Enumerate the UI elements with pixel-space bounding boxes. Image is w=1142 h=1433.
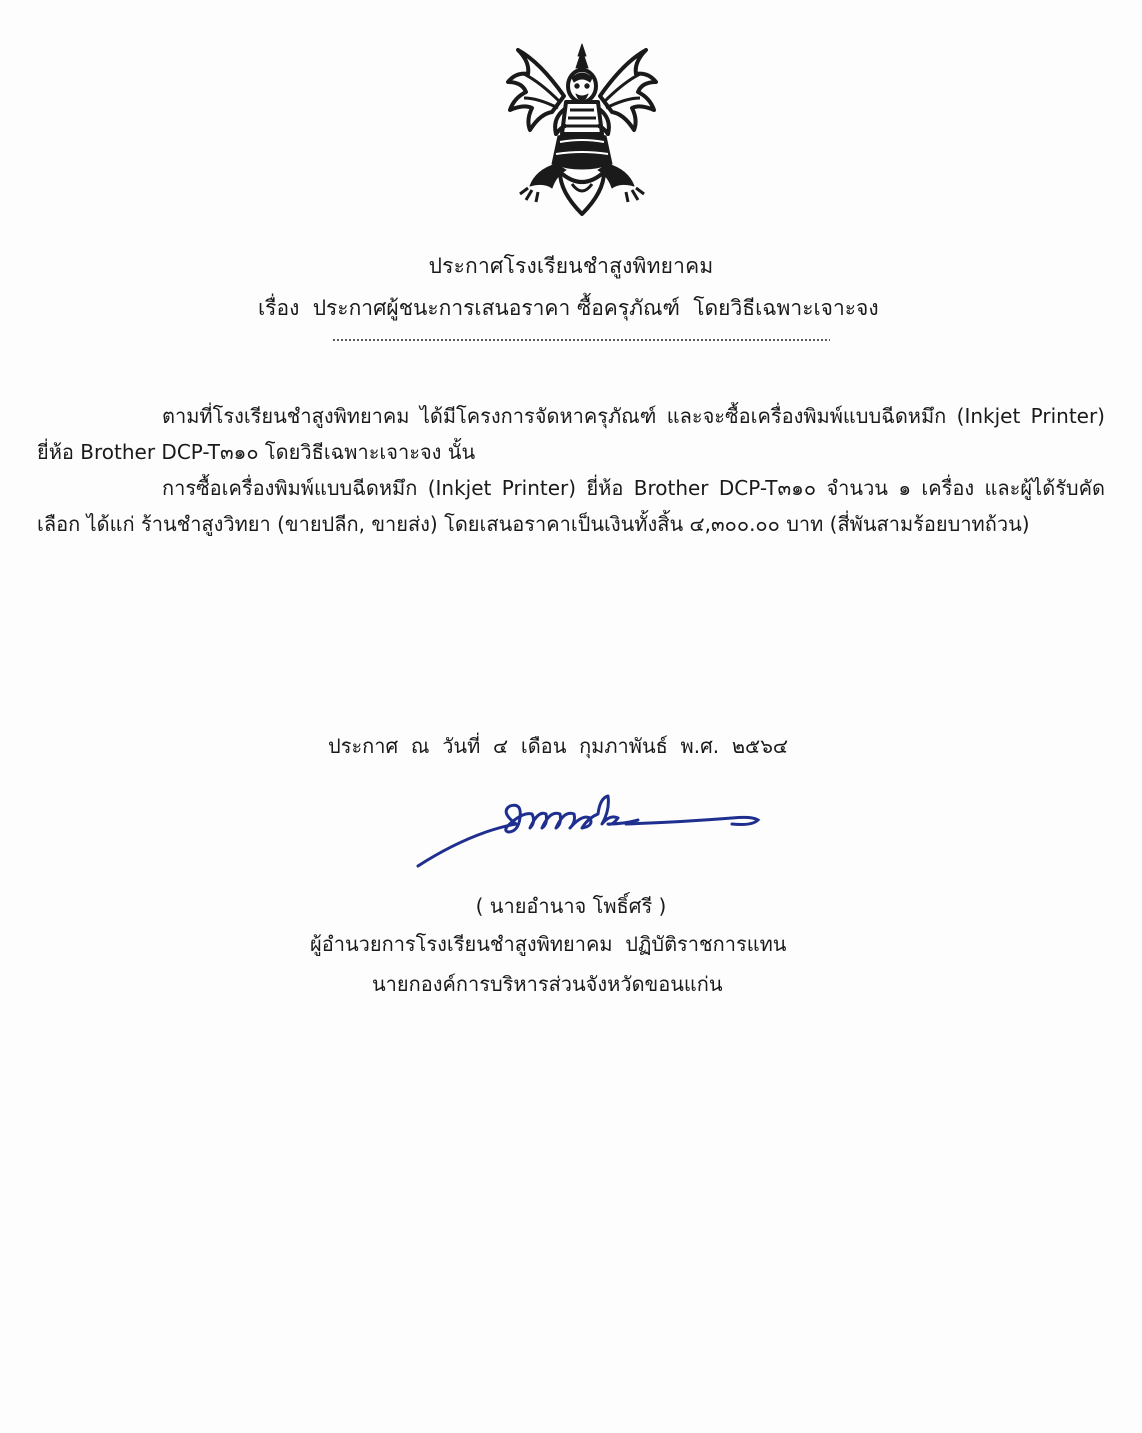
body-paragraph-1 <box>37 398 1105 470</box>
signer-name: ( นายอำนาจ โพธิ์ศรี ) <box>475 894 667 918</box>
signer-position-line-1: ผู้อำนวยการโรงเรียนชำสูงพิทยาคม ปฏิบัติราชการแทน <box>310 932 787 956</box>
paragraph-1-text: ตามที่โรงเรียนชำสูงพิทยาคม ได้มีโครงการจัดหาครุภัณฑ์ และจะซื้อเครื่องพิมพ์แบบฉีดหมึก (Inkjet Printer) ยี่ห้อ Brother DCP-T๓๑๐ โดยวิธีเฉพาะเจาะจง นั้น <box>37 404 1105 464</box>
signature-image <box>412 788 772 874</box>
signer-position-line-2: นายกองค์การบริหารส่วนจังหวัดขอนแก่น <box>372 972 723 996</box>
garuda-emblem-icon <box>500 42 664 218</box>
paragraph-2-indent <box>37 476 162 500</box>
announcement-title: ประกาศโรงเรียนชำสูงพิทยาคม <box>428 254 714 278</box>
paragraph-1-indent <box>37 404 162 428</box>
announcement-subject-line <box>258 292 879 325</box>
announcement-date: ประกาศ ณ วันที่ ๔ เดือน กุมภาพันธ์ พ.ศ. ๒๕๖๔ <box>328 734 789 758</box>
subject-label: เรื่อง <box>258 296 300 320</box>
dotted-divider <box>332 338 830 342</box>
body-paragraph-2 <box>37 470 1105 542</box>
paragraph-2-text: การซื้อเครื่องพิมพ์แบบฉีดหมึก (Inkjet Printer) ยี่ห้อ Brother DCP-T๓๑๐ จำนวน ๑ เครื่อง และผู้ได้รับคัดเลือก ได้แก่ ร้านชำสูงวิทยา (ขายปลีก, ขายส่ง) โดยเสนอราคาเป็นเงินทั้งสิ้น ๔,๓๐๐.๐๐ บาท (สี่พันสามร้อยบาทถ้วน) <box>37 476 1105 536</box>
subject-text: ประกาศผู้ชนะการเสนอราคา ซื้อครุภัณฑ์ โดยวิธีเฉพาะเจาะจง <box>312 296 879 320</box>
announcement-body <box>37 398 1105 542</box>
